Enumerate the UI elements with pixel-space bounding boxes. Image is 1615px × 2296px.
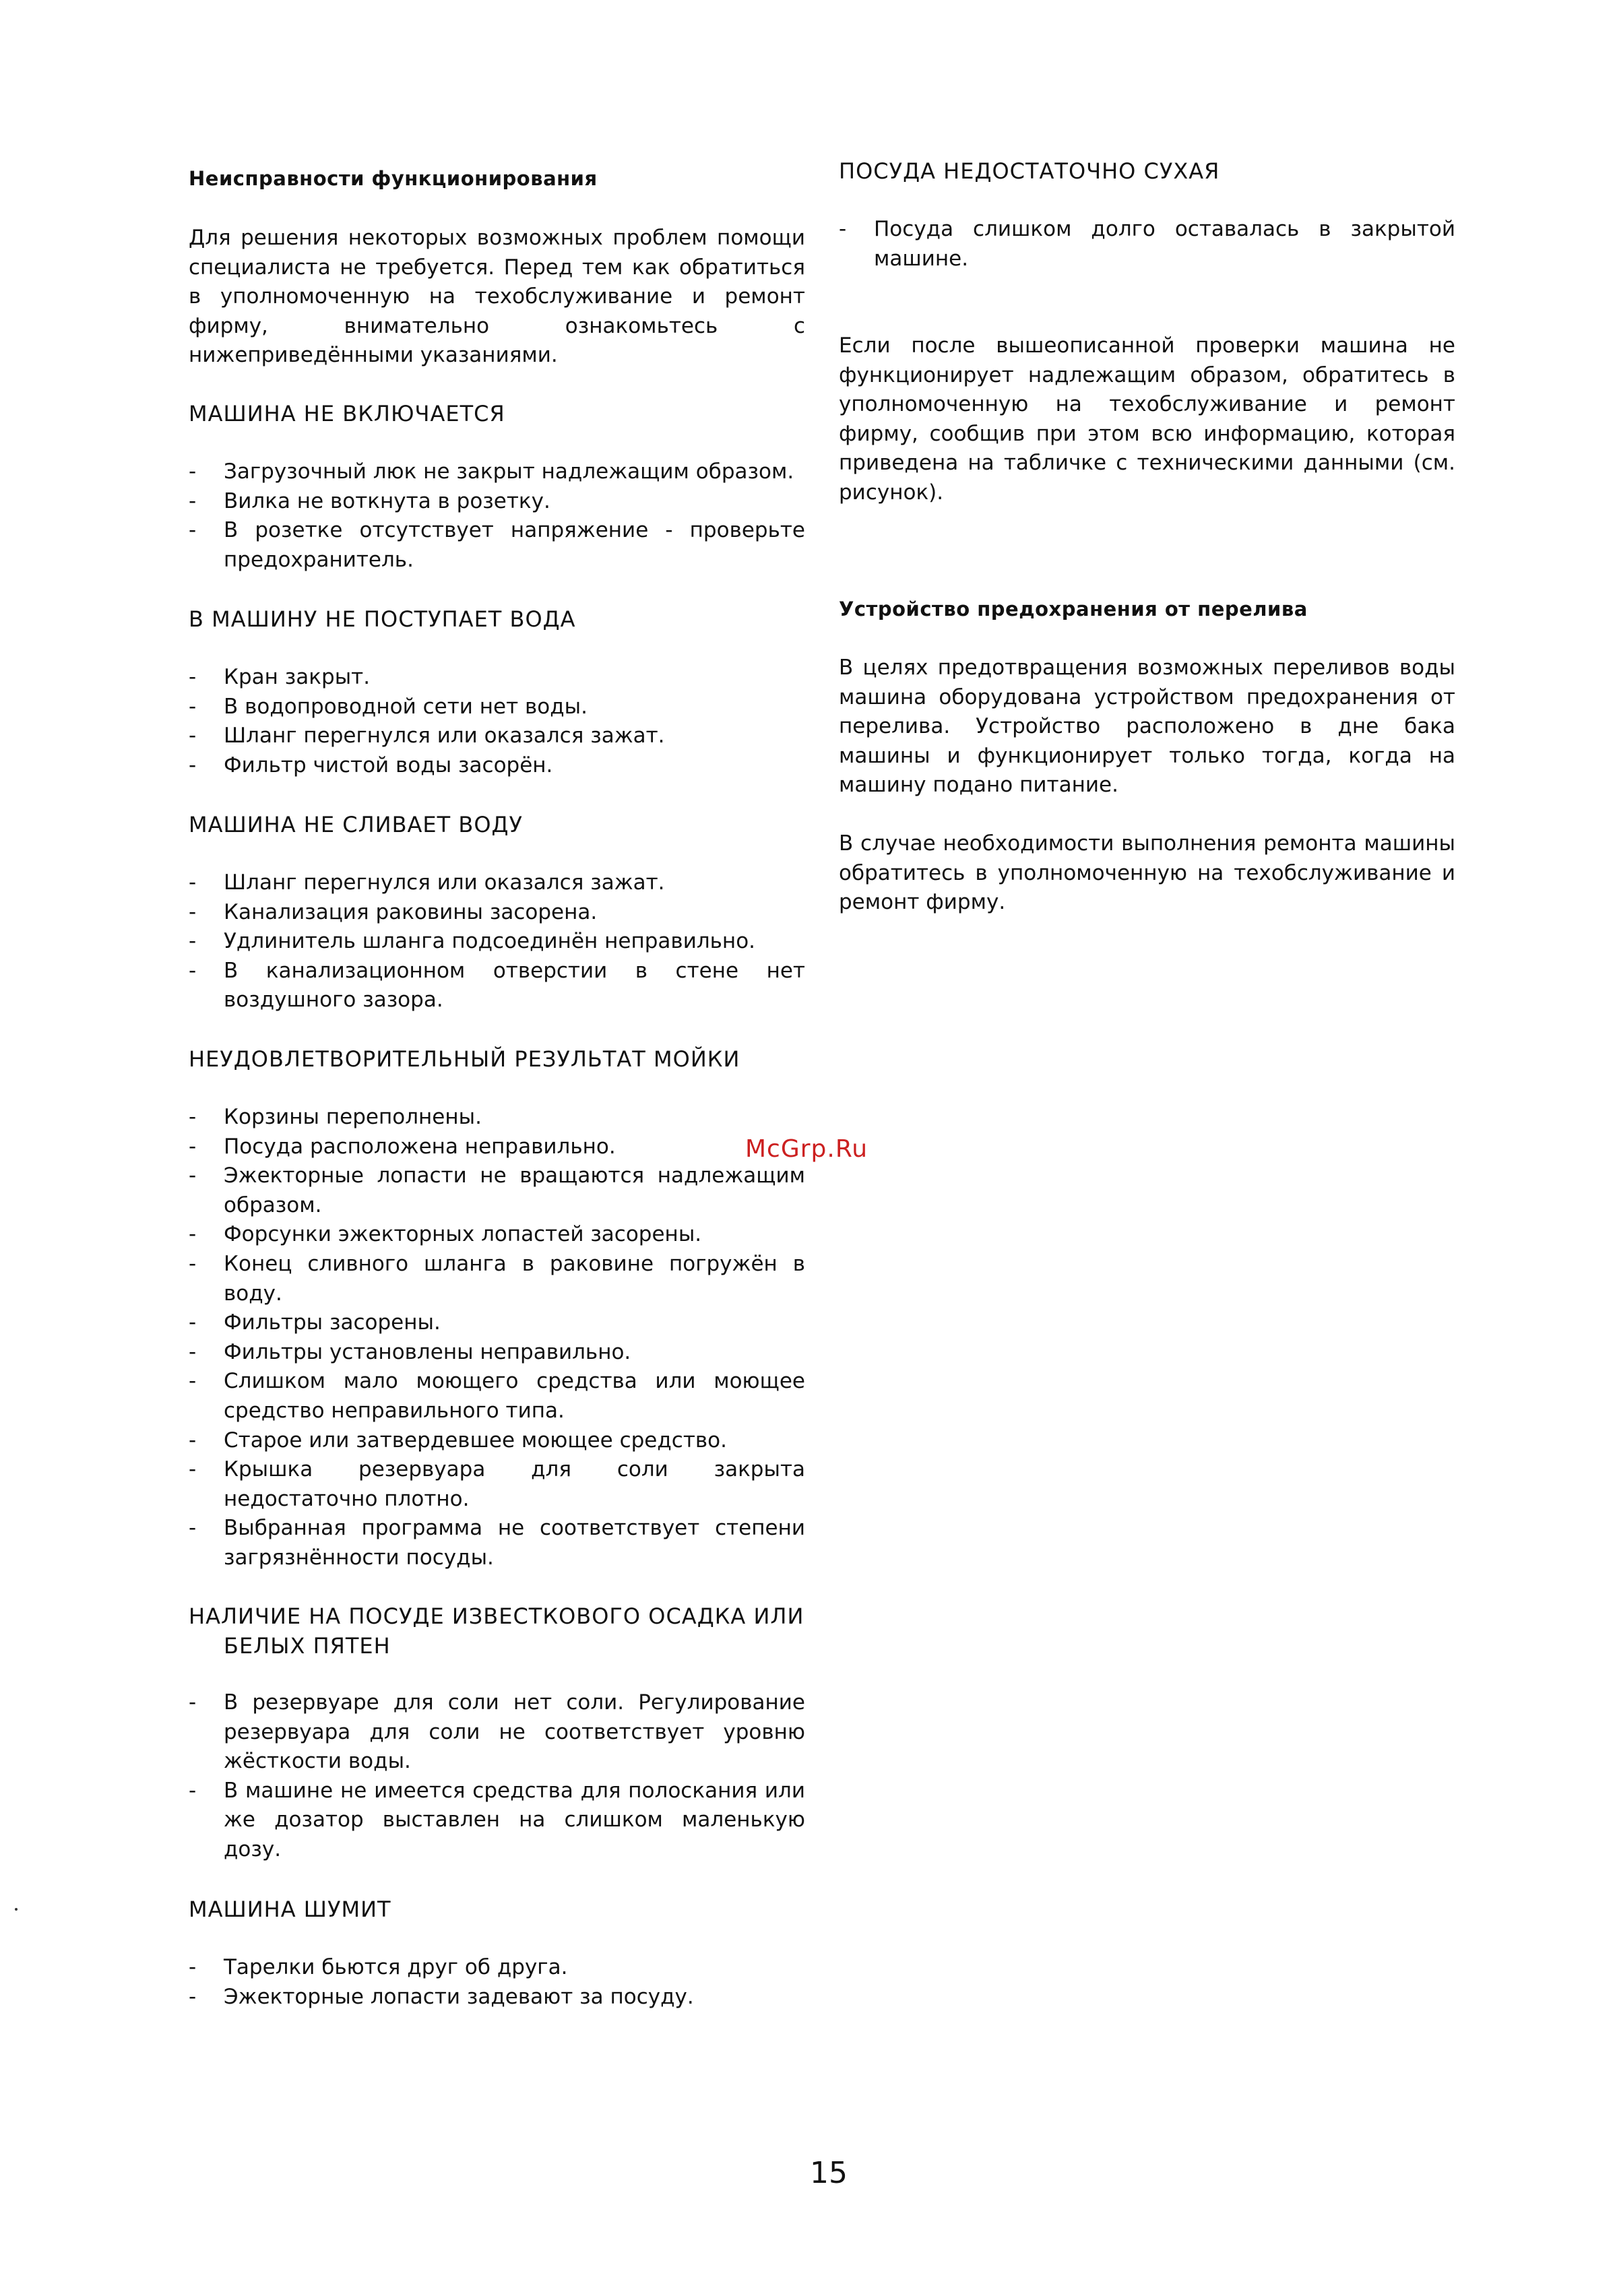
bullet-dash: - <box>189 899 197 924</box>
list-item <box>189 1338 805 1368</box>
bullet-dash: - <box>189 1339 197 1364</box>
bullet-dash: - <box>189 694 197 719</box>
list-item <box>189 1220 805 1250</box>
list-item-text: Конец сливного шланга в раковине погружён в воду. <box>224 1251 805 1306</box>
after-check-text: Если после вышеописанной проверки машина не функционирует надлежащим образом, обратитесь в уполномоченную на техобслуживание и ремонт фирму, сообщив при этом всю информацию, которая приведена на табличке с техническими данными (см. рисунок). <box>839 333 1455 505</box>
section-title-no-power: МАШИНА НЕ ВКЛЮЧАЕТСЯ <box>189 401 505 426</box>
list-item <box>189 1133 805 1162</box>
list-not-dry <box>839 215 1455 274</box>
list-bad-wash <box>189 1103 805 1573</box>
list-item-text: Фильтр чистой воды засорён. <box>224 753 553 777</box>
list-item-text: В резервуаре для соли нет соли. Регулирование резервуара для соли не соответствует уровню жёсткости воды. <box>224 1690 805 1774</box>
list-item-text: Фильтры засорены. <box>224 1310 441 1335</box>
list-item <box>189 487 805 517</box>
bullet-dash: - <box>189 1516 197 1541</box>
list-item-text: Эжекторные лопасти не вращаются надлежащим образом. <box>224 1163 805 1217</box>
list-item <box>189 868 805 898</box>
list-item-text: Корзины переполнены. <box>224 1105 482 1129</box>
overflow-text-1: В целях предотвращения возможных переливов воды машина оборудована устройством предохранения от перелива. Устройство расположено в дне бака машины и функционирует только тогда, когда на машину подано питание. <box>839 656 1455 798</box>
list-item-text: Старое или затвердевшее моющее средство. <box>224 1428 727 1453</box>
list-item <box>839 215 1455 274</box>
list-item <box>189 1103 805 1133</box>
list-item <box>189 1250 805 1308</box>
list-item <box>189 1161 805 1220</box>
list-item-text: В канализационном отверстии в стене нет воздушного зазора. <box>224 958 805 1013</box>
overflow-title: Устройство предохранения от перелива <box>839 598 1308 620</box>
list-limescale <box>189 1688 805 1865</box>
list-item-text: Посуда расположена неправильно. <box>224 1134 616 1159</box>
list-item <box>189 457 805 487</box>
list-item-text: Канализация раковины засорена. <box>224 899 598 924</box>
bullet-dash: - <box>189 958 197 983</box>
bullet-dash: - <box>189 1778 197 1803</box>
list-item-text: Шланг перегнулся или оказался зажат. <box>224 724 665 748</box>
list-item <box>189 1367 805 1426</box>
list-no-power <box>189 457 805 575</box>
list-item <box>189 722 805 751</box>
list-item-text: Посуда слишком долго оставалась в закрытой машине. <box>874 217 1455 271</box>
bullet-dash: - <box>189 1222 197 1247</box>
list-item-text: Выбранная программа не соответствует степени загрязнённости посуды. <box>224 1516 805 1570</box>
list-item-text: В водопроводной сети нет воды. <box>224 694 588 719</box>
list-item-text: Слишком мало моющего средства или моющее средство неправильного типа. <box>224 1369 805 1423</box>
section-title-limescale-text: НАЛИЧИЕ НА ПОСУДЕ ИЗВЕСТКОВОГО ОСАДКА ИЛИ БЕЛЫХ ПЯТЕН <box>189 1603 804 1659</box>
watermark: McGrp.Ru <box>745 1135 868 1163</box>
bullet-dash: - <box>189 1310 197 1335</box>
bullet-dash: - <box>839 217 847 241</box>
scan-mark <box>15 1908 18 1911</box>
section-title-bad-wash: НЕУДОВЛЕТВОРИТЕЛЬНЫЙ РЕЗУЛЬТАТ МОЙКИ <box>189 1046 740 1072</box>
bullet-dash: - <box>189 870 197 895</box>
section-title-no-water: В МАШИНУ НЕ ПОСТУПАЕТ ВОДА <box>189 606 576 632</box>
list-item <box>189 693 805 722</box>
list-item <box>189 1688 805 1777</box>
list-item-text: В машине не имеется средства для полоскания или же дозатор выставлен на слишком маленькую дозу. <box>224 1778 805 1861</box>
bullet-dash: - <box>189 1251 197 1276</box>
bullet-dash: - <box>189 518 197 543</box>
bullet-dash: - <box>189 1105 197 1129</box>
list-item-text: Удлинитель шланга подсоединён неправильно. <box>224 929 756 954</box>
list-item-text: Форсунки эжекторных лопастей засорены. <box>224 1222 702 1247</box>
list-noise <box>189 1953 805 2012</box>
bullet-dash: - <box>189 665 197 689</box>
list-item <box>189 663 805 693</box>
bullet-dash: - <box>189 1984 197 2009</box>
list-no-water <box>189 663 805 780</box>
list-item <box>189 516 805 575</box>
intro-text: Для решения некоторых возможных проблем помощи специалиста не требуется. Перед тем как обратиться в уполномоченную на техобслуживание и ремонт фирму, внимательно ознакомьтесь с нижеприведёнными указаниями. <box>189 226 805 368</box>
bullet-dash: - <box>189 724 197 748</box>
bullet-dash: - <box>189 1955 197 1979</box>
bullet-dash: - <box>189 488 197 513</box>
list-item <box>189 1455 805 1514</box>
list-item <box>189 1953 805 1983</box>
list-item <box>189 957 805 1015</box>
overflow-text-2: В случае необходимости выполнения ремонта машины обратитесь в уполномоченную на техобслуживание и ремонт фирму. <box>839 831 1455 915</box>
list-item-text: Шланг перегнулся или оказался зажат. <box>224 870 665 895</box>
list-item <box>189 751 805 781</box>
list-item <box>189 1514 805 1572</box>
list-item <box>189 1308 805 1338</box>
bullet-dash: - <box>189 1690 197 1715</box>
page-number: 15 <box>810 2156 848 2190</box>
list-item-text: Эжекторные лопасти задевают за посуду. <box>224 1984 694 2009</box>
section-title-limescale <box>189 1601 840 1661</box>
bullet-dash: - <box>189 459 197 484</box>
list-item-text: В розетке отсутствует напряжение - проверьте предохранитель. <box>224 518 805 572</box>
list-item-text: Загрузочный люк не закрыт надлежащим образом. <box>224 459 794 484</box>
list-item <box>189 1983 805 2012</box>
list-item <box>189 927 805 957</box>
list-item-text: Крышка резервуара для соли закрыта недостаточно плотно. <box>224 1457 805 1511</box>
bullet-dash: - <box>189 1163 197 1188</box>
list-item <box>189 1426 805 1456</box>
list-no-drain <box>189 868 805 1015</box>
bullet-dash: - <box>189 753 197 777</box>
list-item-text: Фильтры установлены неправильно. <box>224 1339 631 1364</box>
bullet-dash: - <box>189 929 197 954</box>
section-title-no-drain: МАШИНА НЕ СЛИВАЕТ ВОДУ <box>189 812 523 837</box>
section-title-not-dry: ПОСУДА НЕДОСТАТОЧНО СУХАЯ <box>839 158 1220 184</box>
list-item-text: Тарелки бьются друг об друга. <box>224 1955 568 1979</box>
bullet-dash: - <box>189 1457 197 1482</box>
list-item <box>189 898 805 928</box>
list-item-text: Кран закрыт. <box>224 665 371 689</box>
list-item-text: Вилка не воткнута в розетку. <box>224 488 550 513</box>
intro-title: Неисправности функционирования <box>189 167 598 190</box>
section-title-noise: МАШИНА ШУМИТ <box>189 1896 391 1922</box>
bullet-dash: - <box>189 1428 197 1453</box>
list-item <box>189 1777 805 1865</box>
bullet-dash: - <box>189 1134 197 1159</box>
bullet-dash: - <box>189 1369 197 1394</box>
